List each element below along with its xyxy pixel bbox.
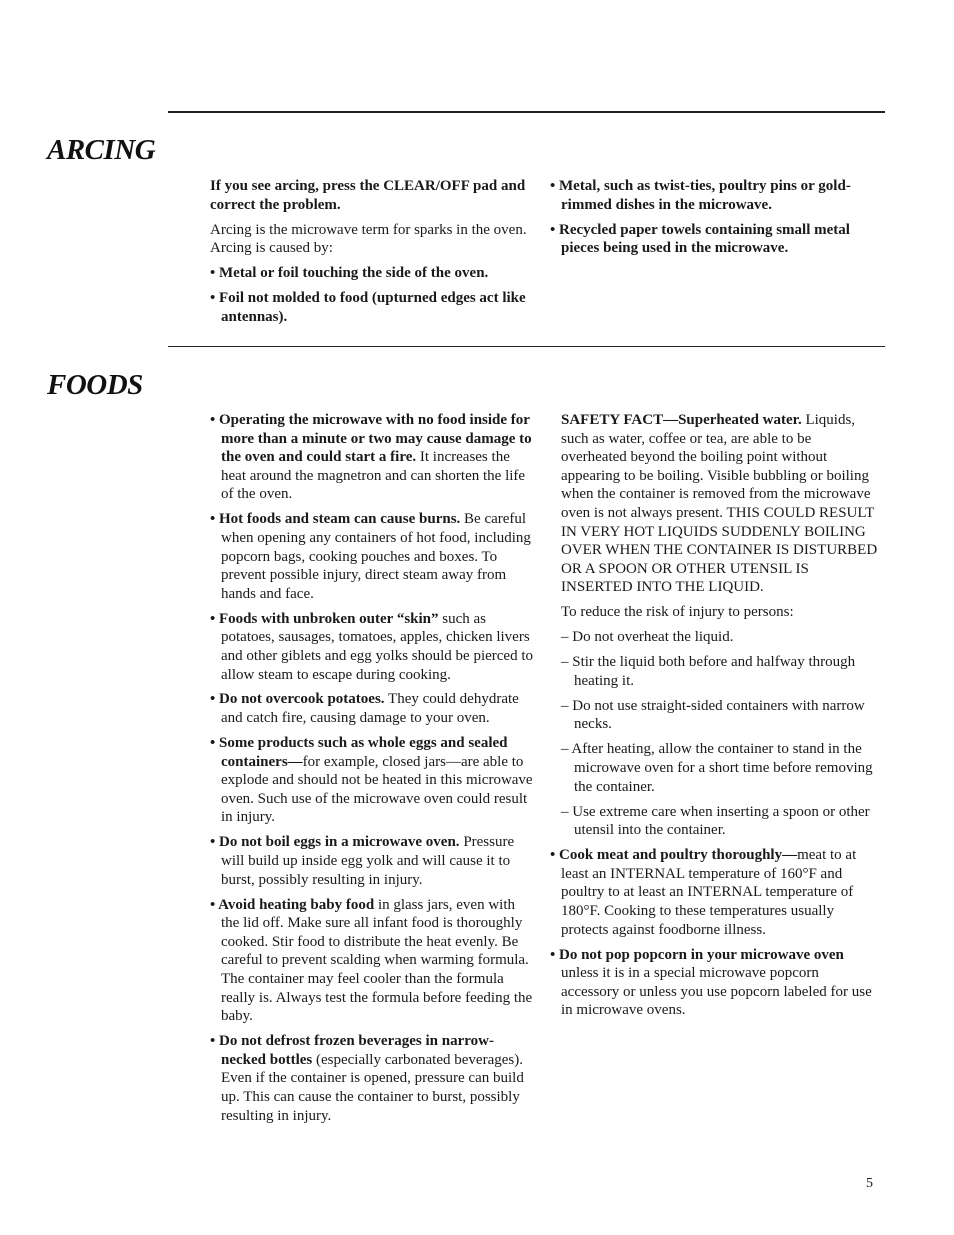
foods-item-eggs-containers-bold: • Some products such as whole eggs and sealed containers—	[210, 735, 508, 770]
foods-item-no-food-text: It increases the heat around the magnetron and can shorten the life of the oven.	[221, 449, 526, 503]
foods-item-cook-meat-text: meat to at least an INTERNAL temperature of 160°F and poultry to at least an INTERNAL temperature of 180°F. Cooking to these temperatures usually protects against foodborne illness.	[561, 847, 857, 938]
foods-item-skin-text: such as potatoes, sausages, tomatoes, apples, chicken livers and other giblets and egg yolks should be pierced to allow steam to escape during cooking.	[221, 610, 534, 683]
foods-item-burns	[210, 510, 535, 603]
foods-title: FOODS	[47, 369, 143, 401]
reduce-risk-text: To reduce the risk of injury to persons:	[561, 604, 794, 621]
foods-item-frozen-beverages-text: (especially carbonated beverages). Even if the container is opened, pressure can build up. This can cause the container to burst, possibly resulting in injury.	[221, 1051, 524, 1124]
foods-item-boil-eggs-bold: • Do not boil eggs in a microwave oven.	[210, 834, 460, 851]
section-rule	[168, 346, 885, 347]
dash-item-5: – Use extreme care when inserting a spoon or other utensil into the container.	[561, 803, 870, 839]
foods-item-boil-eggs	[210, 833, 535, 889]
dash-list	[550, 628, 880, 840]
arcing-title: ARCING	[47, 134, 156, 166]
foods-item-eggs-containers	[210, 734, 535, 827]
foods-item-no-food-bold: • Operating the microwave with no food inside for more than a minute or two may cause damage to the oven and could start a fire.	[210, 412, 532, 466]
foods-item-baby-food-bold: • Avoid heating baby food	[210, 896, 375, 913]
dash-item-2: – Stir the liquid both before and halfway through heating it.	[561, 654, 856, 689]
top-rule	[168, 111, 885, 113]
foods-item-baby-food-text: in glass jars, even with the lid off. Make sure all infant food is thoroughly cooked. Stir food to distribute the heat evenly. Be careful to prevent scalding when warming formula. The container may feel cooler than the formula really is. Always test the formula before feeding the baby.	[221, 896, 533, 1025]
safety-fact-bold: SAFETY FACT—Superheated water.	[561, 412, 802, 428]
foods-item-eggs-containers-text: for example, closed jars—are able to explode and should not be heated in this microwave oven. Such use of the microwave oven could result in injury.	[221, 753, 533, 826]
foods-right-column	[550, 411, 880, 1026]
foods-item-skin	[210, 610, 535, 684]
arcing-bullet-4: • Recycled paper towels containing small metal pieces being used in the microwave.	[550, 221, 850, 257]
arcing-bullet-1: • Metal or foil touching the side of the oven.	[210, 265, 489, 282]
arcing-bullet-2: • Foil not molded to food (upturned edges act like antennas).	[210, 290, 526, 325]
foods-item-popcorn	[550, 946, 880, 1020]
foods-item-potatoes-bold: • Do not overcook potatoes.	[210, 691, 385, 708]
foods-item-boil-eggs-text: Pressure will build up inside egg yolk and will cause it to burst, possibly resulting in injury.	[221, 834, 515, 888]
safety-fact	[550, 411, 880, 597]
foods-item-cook-meat	[550, 846, 880, 939]
foods-item-skin-bold: • Foods with unbroken outer “skin”	[210, 610, 439, 627]
foods-item-potatoes	[210, 690, 535, 727]
foods-item-frozen-beverages-bold: • Do not defrost frozen beverages in narrow-necked bottles	[210, 1033, 494, 1068]
foods-item-no-food	[210, 411, 535, 504]
foods-item-burns-bold: • Hot foods and steam can cause burns.	[210, 511, 461, 528]
arcing-left-column	[210, 177, 535, 333]
foods-item-burns-text: Be careful when opening any containers of hot food, including popcorn bags, cooking pouches and boxes. To prevent possible injury, direct steam away from hands and face.	[221, 511, 531, 602]
dash-item-1: – Do not overheat the liquid.	[561, 629, 734, 646]
foods-item-popcorn-bold: • Do not pop popcorn in your microwave oven	[550, 946, 844, 963]
dash-item-4: – After heating, allow the container to stand in the microwave oven for a short time before removing the container.	[561, 741, 873, 795]
foods-item-popcorn-text: unless it is in a special microwave popcorn accessory or unless you use popcorn labeled for use in microwave ovens.	[561, 965, 872, 1019]
safety-fact-text: Liquids, such as water, coffee or tea, are able to be overheated beyond the boiling point without appearing to be boiling. Visible bubbling or boiling when the container is removed from the microwave oven is not always present. THIS COULD RESULT IN VERY HOT LIQUIDS SUDDENLY BOILING OVER WHEN THE CONTAINER IS DISTURBED OR A SPOON OR OTHER UTENSIL IS INSERTED INTO THE LIQUID.	[561, 412, 878, 596]
arcing-intro: Arcing is the microwave term for sparks in the oven. Arcing is caused by:	[210, 221, 527, 257]
foods-item-baby-food	[210, 896, 535, 1026]
arcing-bullet-3: • Metal, such as twist-ties, poultry pins or gold-rimmed dishes in the microwave.	[550, 178, 851, 213]
foods-item-potatoes-text: They could dehydrate and catch fire, causing damage to your oven.	[221, 691, 519, 727]
foods-item-frozen-beverages	[210, 1032, 535, 1125]
dash-item-3: – Do not use straight-sided containers with narrow necks.	[561, 697, 865, 733]
arcing-intro-bold: If you see arcing, press the CLEAR/OFF pad and correct the problem.	[210, 178, 526, 213]
foods-item-cook-meat-bold: • Cook meat and poultry thoroughly—	[550, 847, 798, 864]
page-number: 5	[866, 1176, 873, 1191]
foods-left-column	[210, 411, 535, 1132]
arcing-right-column	[550, 177, 880, 264]
